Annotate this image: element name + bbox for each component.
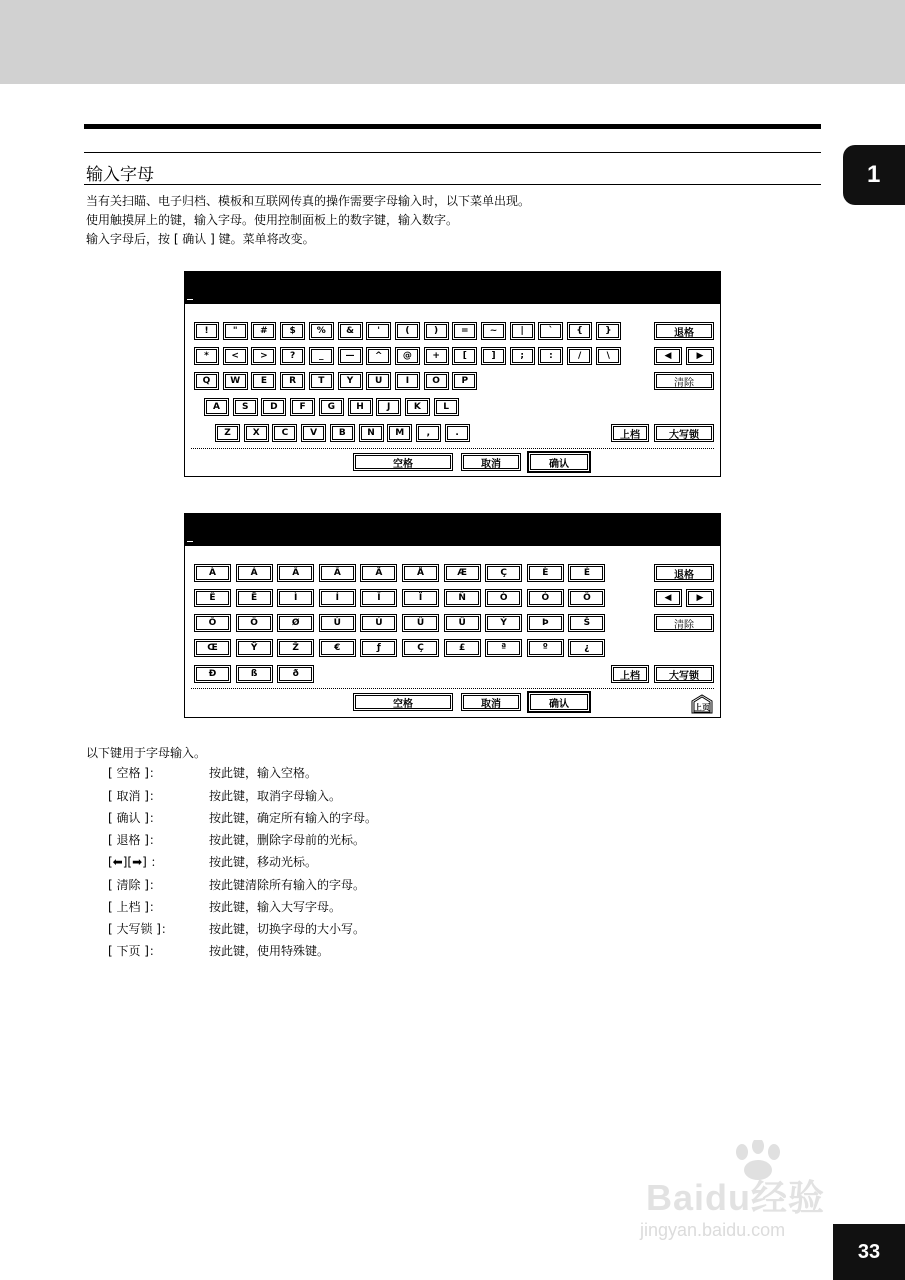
clear-button[interactable]: 清除 [654,372,714,390]
character-key[interactable]: ^ [366,347,391,365]
character-key[interactable]: V [301,424,326,442]
special-character-key[interactable]: Û [402,614,439,632]
special-character-key[interactable]: ß [236,665,273,683]
page-number: 33 [833,1224,905,1280]
header-rule [84,124,821,129]
character-key[interactable]: . [445,424,470,442]
special-character-key[interactable]: Ð [194,665,231,683]
special-character-key[interactable]: Ø [277,614,314,632]
character-key[interactable]: P [452,372,477,390]
character-key[interactable]: / [567,347,592,365]
special-character-key[interactable]: Ï [402,589,439,607]
special-character-key[interactable]: Ñ [444,589,481,607]
shift-button[interactable]: 上档 [611,424,649,442]
separator [191,448,714,449]
special-character-key[interactable]: É [568,564,605,582]
special-character-key[interactable]: Í [319,589,356,607]
legend-description: 按此键，切换字母的大小写。 [209,922,366,936]
special-character-key[interactable]: ð [277,665,314,683]
special-character-key[interactable]: À [194,564,231,582]
keyboard-panel-special [184,513,721,718]
special-character-key[interactable]: Ê [194,589,231,607]
caps-lock-button[interactable]: 大写锁 [654,665,714,683]
text-input-display[interactable] [185,514,720,546]
legend-key: [⬅][➡] ： [108,855,163,869]
special-character-key[interactable]: Œ [194,639,231,657]
clear-button[interactable]: 清除 [654,614,714,632]
special-character-key[interactable]: Ù [319,614,356,632]
character-key[interactable]: L [434,398,459,416]
character-key[interactable]: K [405,398,430,416]
character-key[interactable]: Z [215,424,240,442]
character-key[interactable]: ) [424,322,449,340]
header-band [0,0,905,84]
special-character-key[interactable]: Þ [527,614,564,632]
watermark [640,1140,860,1240]
character-key[interactable]: ] [481,347,506,365]
intro-line: 当有关扫瞄、电子归档、模板和互联网传真的操作需要字母输入时，以下菜单出现。 [86,194,531,208]
special-character-key[interactable]: Ü [444,614,481,632]
right-arrow-button[interactable]: ▶ [686,347,714,365]
character-key[interactable]: O [424,372,449,390]
character-key[interactable]: { [567,322,592,340]
text-input-display[interactable] [185,272,720,304]
intro-text [86,192,530,249]
special-character-key[interactable]: Õ [194,614,231,632]
cancel-button[interactable]: 取消 [461,453,521,471]
character-key[interactable]: X [244,424,269,442]
special-character-key[interactable]: Ë [236,589,273,607]
character-key[interactable]: _ [309,347,334,365]
character-key[interactable]: N [359,424,384,442]
legend-intro: 以下键用于字母输入。 [86,746,207,760]
character-key[interactable]: * [194,347,219,365]
character-key[interactable]: < [223,347,248,365]
backspace-button[interactable]: 退格 [654,564,714,582]
section-title: 输入字母 [86,165,154,185]
special-character-key[interactable]: Å [402,564,439,582]
character-key[interactable]: $ [280,322,305,340]
special-character-key[interactable]: Š [568,614,605,632]
watermark-url: jingyan.baidu.com [640,1220,786,1240]
special-character-key[interactable]: Ä [360,564,397,582]
separator [191,688,714,689]
character-key[interactable]: \ [596,347,621,365]
character-key[interactable]: J [376,398,401,416]
character-key[interactable]: C [272,424,297,442]
character-key[interactable]: Y [338,372,363,390]
special-character-key[interactable]: Ý [485,614,522,632]
character-key[interactable]: B [330,424,355,442]
character-key[interactable]: W [223,372,248,390]
character-key[interactable]: D [261,398,286,416]
cancel-button[interactable]: 取消 [461,693,521,711]
special-character-key[interactable]: Æ [444,564,481,582]
character-key[interactable]: & [338,322,363,340]
character-key[interactable]: ( [395,322,420,340]
cursor [187,541,193,542]
legend-key: [ 大写锁 ]： [108,922,173,936]
title-underline [84,184,821,185]
character-key[interactable]: # [251,322,276,340]
special-character-key[interactable]: £ [444,639,481,657]
character-key[interactable]: E [251,372,276,390]
shift-button[interactable]: 上档 [611,665,649,683]
special-character-key[interactable]: ª [485,639,522,657]
chapter-tab: 1 [843,145,905,205]
intro-line: 输入字母后，按 [ 确认 ] 键。菜单将改变。 [86,232,315,246]
legend-description: 按此键清除所有输入的字母。 [209,878,366,892]
character-key[interactable]: F [290,398,315,416]
special-character-key[interactable]: Ž [277,639,314,657]
legend-key: [ 空格 ]： [108,766,161,780]
intro-line: 使用触摸屏上的键，输入字母。使用控制面板上的数字键，输入数字。 [86,213,459,227]
space-button[interactable]: 空格 [353,693,453,711]
character-key[interactable]: T [309,372,334,390]
left-arrow-button[interactable]: ◀ [654,589,682,607]
right-arrow-button[interactable]: ▶ [686,589,714,607]
legend-description: 按此键，输入空格。 [209,766,318,780]
special-character-key[interactable]: È [527,564,564,582]
character-key[interactable]: = [452,322,477,340]
character-key[interactable]: + [424,347,449,365]
legend-key: [ 取消 ]： [108,789,161,803]
legend-key: [ 下页 ]： [108,944,161,958]
special-character-key[interactable]: Ô [568,589,605,607]
confirm-button[interactable]: 确认 [527,691,591,713]
special-character-key[interactable]: Ö [236,614,273,632]
character-key[interactable]: } [596,322,621,340]
special-character-key[interactable]: º [527,639,564,657]
special-character-key[interactable]: Ú [360,614,397,632]
character-key[interactable]: @ [395,347,420,365]
character-key[interactable]: ; [510,347,535,365]
legend-key: [ 退格 ]： [108,833,161,847]
character-key[interactable]: H [348,398,373,416]
section-rule [84,152,821,153]
page-up-label: 上页 [694,703,710,712]
watermark-logo: Baidu经验 [646,1177,826,1218]
character-key[interactable]: > [251,347,276,365]
character-key[interactable]: Q [194,372,219,390]
character-key[interactable]: S [233,398,258,416]
character-key[interactable]: R [280,372,305,390]
character-key[interactable]: — [338,347,363,365]
special-character-key[interactable]: Ç [402,639,439,657]
legend-description: 按此键，移动光标。 [209,855,318,869]
character-key[interactable]: ' [366,322,391,340]
legend-key: [ 清除 ]： [108,878,161,892]
keyboard-panel-basic [184,271,721,477]
character-key[interactable]: ~ [481,322,506,340]
character-key[interactable]: M [387,424,412,442]
backspace-button[interactable]: 退格 [654,322,714,340]
character-key[interactable]: ? [280,347,305,365]
character-key[interactable]: A [204,398,229,416]
legend-description: 按此键，取消字母输入。 [209,789,342,803]
character-key[interactable]: G [319,398,344,416]
confirm-button[interactable]: 确认 [527,451,591,473]
legend-description: 按此键，删除字母前的光标。 [209,833,366,847]
legend-key: [ 确认 ]： [108,811,161,825]
special-character-key[interactable]: Ÿ [236,639,273,657]
space-button[interactable]: 空格 [353,453,453,471]
special-character-key[interactable]: Î [360,589,397,607]
legend-description: 按此键，确定所有输入的字母。 [209,811,378,825]
special-character-key[interactable]: Ç [485,564,522,582]
special-character-key[interactable]: € [319,639,356,657]
special-character-key[interactable]: ¿ [568,639,605,657]
character-key[interactable]: % [309,322,334,340]
caps-lock-button[interactable]: 大写锁 [654,424,714,442]
special-character-key[interactable]: Ó [527,589,564,607]
legend-key: [ 上档 ]： [108,900,161,914]
special-character-key[interactable]: Â [277,564,314,582]
character-key[interactable]: | [510,322,535,340]
character-key[interactable]: " [223,322,248,340]
left-arrow-button[interactable]: ◀ [654,347,682,365]
special-character-key[interactable]: Ã [319,564,356,582]
legend-description: 按此键，输入大写字母。 [209,900,342,914]
cursor [187,299,193,300]
character-key[interactable]: U [366,372,391,390]
special-character-key[interactable]: Ì [277,589,314,607]
legend-description: 按此键，使用特殊键。 [209,944,330,958]
character-key[interactable]: ! [194,322,219,340]
character-key[interactable]: : [538,347,563,365]
special-character-key[interactable]: ƒ [360,639,397,657]
special-character-key[interactable]: Ò [485,589,522,607]
character-key[interactable]: , [416,424,441,442]
special-character-key[interactable]: Á [236,564,273,582]
character-key[interactable]: [ [452,347,477,365]
page-up-button[interactable] [690,694,714,714]
character-key[interactable]: ` [538,322,563,340]
character-key[interactable]: I [395,372,420,390]
